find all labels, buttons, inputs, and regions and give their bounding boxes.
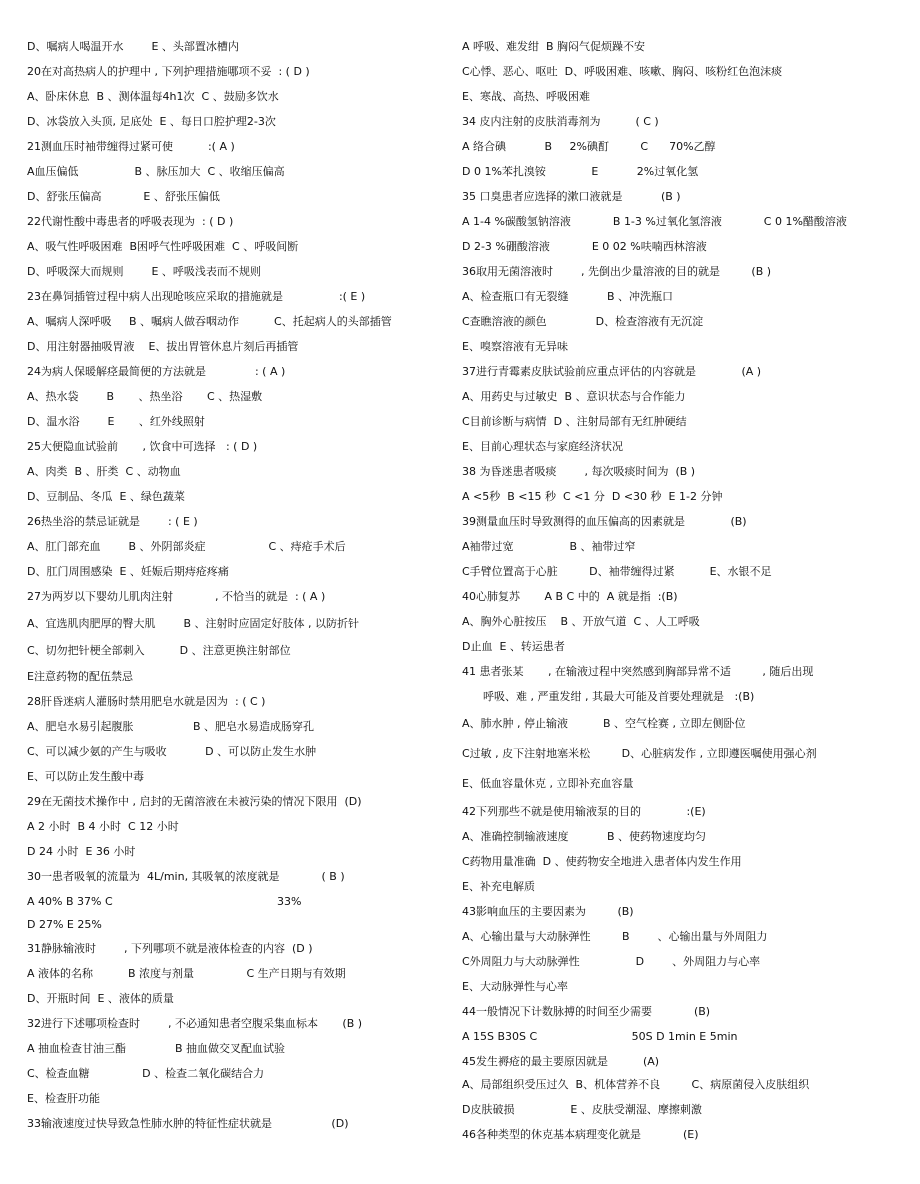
- question-line: 24为病人保暖解痉最简便的方法就是 : ( A ): [27, 365, 286, 378]
- text-line: A、肉类 B 、肝类 C 、动物血: [27, 465, 181, 478]
- question-line: 36取用无菌溶液时 , 先倒出少量溶液的目的就是 (B ): [462, 265, 772, 278]
- text-line: E、目前心理状态与家庭经济状况: [462, 440, 623, 453]
- question-line: 20在对高热病人的护理中 , 下列护理措施哪项不妥 : ( D ): [27, 65, 310, 78]
- text-line: D 24 小时 E 36 小时: [27, 845, 136, 858]
- text-line: A 呼吸、难发绀 B 胸闷气促烦躁不安: [462, 40, 646, 53]
- text-line: A、热水袋 B 、热坐浴 C 、热湿敷: [27, 390, 263, 403]
- text-line: A 液体的名称 B 浓度与剂量 C 生产日期与有效期: [27, 967, 346, 980]
- question-line: 21测血压时袖带缠得过紧可使 :( A ): [27, 140, 235, 153]
- text-line: A、宜选肌肉肥厚的臀大肌 B 、注射时应固定好肢体 , 以防折针: [27, 617, 360, 630]
- question-line: 42下列那些不就是使用输液泵的目的 :(E): [462, 805, 706, 818]
- question-line: 32进行下述哪项检查时 , 不必通知患者空腹采集血标本 (B ): [27, 1017, 363, 1030]
- question-line: 25大便隐血试验前 , 饮食中可选择 : ( D ): [27, 440, 258, 453]
- text-line: A、心输出量与大动脉弹性 B 、心输出量与外周阻力: [462, 930, 768, 943]
- question-line: 33输液速度过快导致急性肺水肿的特征性症状就是 (D): [27, 1117, 349, 1130]
- text-line: C心悸、恶心、呕吐 D、呼吸困难、咳嗽、胸闷、咳粉红色泡沫痰: [462, 65, 783, 78]
- question-line: 29在无菌技术操作中 , 启封的无菌溶液在未被污染的情况下限用 (D): [27, 795, 362, 808]
- text-line: C过敏 , 皮下注射地塞米松 D、心脏病发作 , 立即遵医嘱使用强心剂: [462, 747, 817, 760]
- text-line: A、准确控制输液速度 B 、使药物速度均匀: [462, 830, 707, 843]
- question-line: 26热坐浴的禁忌证就是 : ( E ): [27, 515, 198, 528]
- text-line: E、大动脉弹性与心率: [462, 980, 568, 993]
- text-line: D皮肤破损 E 、皮肤受潮湿、摩擦刺激: [462, 1103, 702, 1116]
- text-line: D、嘱病人喝温开水 E 、头部置冰槽内: [27, 40, 239, 53]
- question-line: 44一般情况下计数脉搏的时间至少需要 (B): [462, 1005, 711, 1018]
- text-line: E、可以防止发生酸中毒: [27, 770, 144, 783]
- text-line: A 40% B 37% C 33%: [27, 895, 302, 908]
- text-line: A <5秒 B <15 秒 C <1 分 D <30 秒 E 1-2 分钟: [462, 490, 723, 503]
- text-line: A、肥皂水易引起腹胀 B 、肥皂水易造成肠穿孔: [27, 720, 315, 733]
- text-line: C手臂位置高于心脏 D、袖带缠得过紧 E、水银不足: [462, 565, 772, 578]
- text-line: A、吸气性呼吸困难 B困呼气性呼吸困难 C 、呼吸间断: [27, 240, 299, 253]
- text-line: A、卧床休息 B 、测体温每4h1次 C 、鼓励多饮水: [27, 90, 279, 103]
- text-line: A袖带过宽 B 、袖带过窄: [462, 540, 636, 553]
- text-line: E、寒战、高热、呼吸困难: [462, 90, 590, 103]
- text-line: A、嘱病人深呼吸 B 、嘱病人做吞咽动作 C、托起病人的头部插管: [27, 315, 392, 328]
- text-line: A血压偏低 B 、脉压加大 C 、收缩压偏高: [27, 165, 285, 178]
- text-line: E注意药物的配伍禁忌: [27, 670, 133, 683]
- text-line: D 0 1%苯扎溴铵 E 2%过氧化氢: [462, 165, 699, 178]
- text-line: D、温水浴 E 、红外线照射: [27, 415, 205, 428]
- text-line: D、冰袋放入头顶, 足底处 E 、每日口腔护理2-3次: [27, 115, 276, 128]
- text-line: E、检查肝功能: [27, 1092, 100, 1105]
- question-line: 28肝昏迷病人灌肠时禁用肥皂水就是因为 : ( C ): [27, 695, 266, 708]
- question-line: 35 口臭患者应选择的漱口液就是 (B ): [462, 190, 681, 203]
- question-line: 30一患者吸氧的流量为 4L/min, 其吸氧的浓度就是 ( B ): [27, 870, 345, 883]
- text-line: C目前诊断与病情 D 、注射局部有无红肿硬结: [462, 415, 687, 428]
- text-line: E、嗅察溶液有无异味: [462, 340, 568, 353]
- text-line: A、用药史与过敏史 B 、意识状态与合作能力: [462, 390, 686, 403]
- question-line: 27为两岁以下婴幼儿肌肉注射 , 不恰当的就是 : ( A ): [27, 590, 326, 603]
- text-line: D、肛门周围感染 E 、妊娠后期痔疮疼痛: [27, 565, 229, 578]
- text-line: A 2 小时 B 4 小时 C 12 小时: [27, 820, 179, 833]
- text-line: A、胸外心脏按压 B 、开放气道 C 、人工呼吸: [462, 615, 700, 628]
- text-line: D、舒张压偏高 E 、舒张压偏低: [27, 190, 220, 203]
- text-line: C药物用量准确 D 、使药物安全地进入患者体内发生作用: [462, 855, 742, 868]
- question-line: 38 为昏迷患者吸痰 , 每次吸痰时间为 (B ): [462, 465, 696, 478]
- question-line: 37进行青霉素皮肤试验前应重点评估的内容就是 (A ): [462, 365, 762, 378]
- text-line: A、肺水肿 , 停止输液 B 、空气栓赛 , 立即左侧卧位: [462, 717, 746, 730]
- text-line: D、开瓶时间 E 、液体的质量: [27, 992, 174, 1005]
- text-line: A 抽血检查甘油三酯 B 抽血做交叉配血试验: [27, 1042, 286, 1055]
- text-line: C查瞧溶液的颜色 D、检查溶液有无沉淀: [462, 315, 704, 328]
- question-line: 呼吸、难 , 严重发绀 , 其最大可能及首要处理就是 :(B): [462, 690, 755, 703]
- question-line: 39测量血压时导致测得的血压偏高的因素就是 (B): [462, 515, 747, 528]
- text-line: A 络合碘 B 2%碘酊 C 70%乙醇: [462, 140, 716, 153]
- text-line: D止血 E 、转运患者: [462, 640, 565, 653]
- question-line: 22代谢性酸中毒患者的呼吸表现为 : ( D ): [27, 215, 234, 228]
- question-line: 31静脉输液时 , 下列哪项不就是液体检查的内容 (D ): [27, 942, 313, 955]
- text-line: A、肛门部充血 B 、外阴部炎症 C 、痔疮手术后: [27, 540, 346, 553]
- text-line: C、切勿把针梗全部刺入 D 、注意更换注射部位: [27, 644, 291, 657]
- text-line: A 1-4 %碳酸氢钠溶液 B 1-3 %过氧化氢溶液 C 0 1%醋酸溶液: [462, 215, 847, 228]
- text-line: C外周阻力与大动脉弹性 D 、外周阻力与心率: [462, 955, 761, 968]
- text-line: A、检查瓶口有无裂缝 B 、冲洗瓶口: [462, 290, 674, 303]
- question-line: 23在鼻饲插管过程中病人出现呛咳应采取的措施就是 :( E ): [27, 290, 366, 303]
- text-line: D 2-3 %硼酸溶液 E 0 02 %呋喃西林溶液: [462, 240, 707, 253]
- text-line: C、可以减少氨的产生与吸收 D 、可以防止发生水肿: [27, 745, 317, 758]
- text-line: E、低血容量休克 , 立即补充血容量: [462, 777, 634, 790]
- question-line: 45发生褥疮的最主要原因就是 (A): [462, 1055, 660, 1068]
- question-line: 43影响血压的主要因素为 (B): [462, 905, 634, 918]
- text-line: E、补充电解质: [462, 880, 535, 893]
- question-line: 41 患者张某 , 在输液过程中突然感到胸部异常不适 , 随后出现: [462, 665, 814, 678]
- question-line: 46各种类型的休克基本病理变化就是 (E): [462, 1128, 699, 1141]
- question-line: 40心肺复苏 A B C 中的 A 就是指 :(B): [462, 590, 678, 603]
- text-line: D、用注射器抽吸胃液 E、拔出胃管休息片刻后再插管: [27, 340, 299, 353]
- text-line: A、局部组织受压过久 B、机体营养不良 C、病原菌侵入皮肤组织: [462, 1078, 810, 1091]
- text-line: D、豆制品、冬瓜 E 、绿色蔬菜: [27, 490, 185, 503]
- text-line: C、检查血糖 D 、检查二氧化碳结合力: [27, 1067, 265, 1080]
- text-line: A 15S B30S C 50S D 1min E 5min: [462, 1030, 738, 1043]
- question-line: 34 皮内注射的皮肤消毒剂为 ( C ): [462, 115, 659, 128]
- text-line: D、呼吸深大而规则 E 、呼吸浅表而不规则: [27, 265, 261, 278]
- text-line: D 27% E 25%: [27, 918, 102, 931]
